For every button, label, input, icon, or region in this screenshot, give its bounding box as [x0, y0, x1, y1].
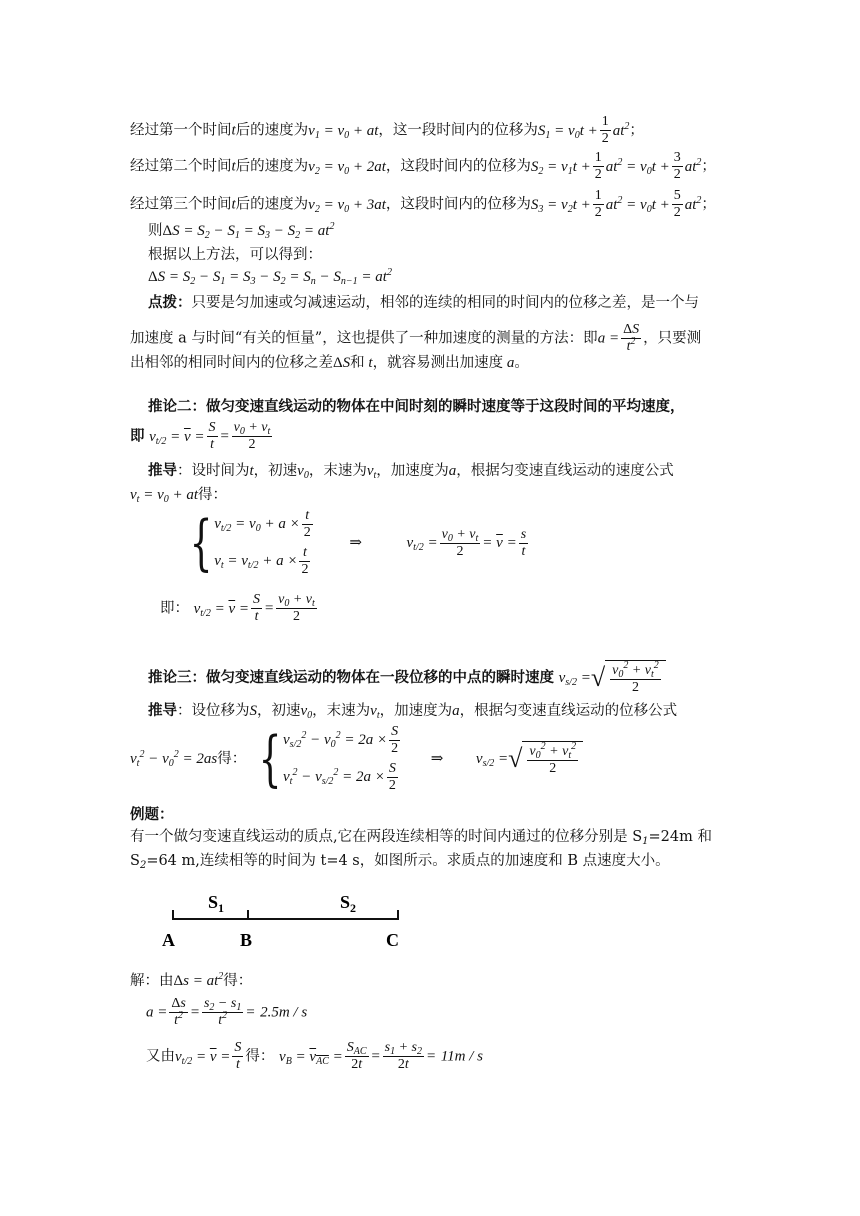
- tip-line-1: [148, 292, 699, 314]
- text: ，末速为: [308, 463, 367, 479]
- text: =64 m,连续相等的时间为 t=4 s，如图所示。求质点的加速度和 B 点速度大小。: [146, 853, 670, 869]
- text: 只要是匀加速或匀减速运动，相邻的连续的相同的时间内的位移之差，是一个与: [191, 295, 699, 311]
- label-b: B: [240, 930, 253, 950]
- solution-line-1: 解：由$\Delta s = at^2$得：: [130, 971, 253, 989]
- tip-line-3: 出相邻的相同时间内的位移之差ΔS和 t，就容易测出加速度 a。: [130, 355, 529, 371]
- fraction-half: $\frac{1}{2}$: [594, 188, 602, 220]
- text: S: [130, 853, 140, 869]
- solution-acceleration: a = $\frac{\Delta s}{t^2}$ = $\frac{s_2 - s_1}{t^2}$ = 2.5m / s: [146, 996, 308, 1028]
- text: 得：: [245, 1048, 275, 1065]
- text: 后的速度为: [235, 122, 309, 139]
- text: ，根据匀变速直线运动的位移公式: [459, 703, 678, 719]
- label-s2: $S_2$: [340, 892, 357, 915]
- corollary3-derive: 推导：设位移为S，初速$v_0$，末速为$v_t$，加速度为a，根据匀变速直线运动的位移公式: [148, 703, 678, 721]
- text: ，初速: [253, 463, 298, 479]
- text: ，末速为: [312, 703, 371, 719]
- text: 经过第一个时间: [130, 122, 232, 139]
- text: 后的速度为: [235, 158, 309, 175]
- text: ，这段时间内的位移为: [385, 196, 531, 213]
- text: 后的速度为: [235, 196, 309, 213]
- label-c: C: [386, 930, 399, 950]
- text: 得：: [223, 973, 253, 989]
- label-s1: $S_1$: [208, 892, 225, 915]
- text: ，这段时间内的位移为: [385, 158, 531, 175]
- line-delta-s: 则$\Delta S = S_2 - S_1 = S_3 - S_2 = at^2$: [148, 221, 335, 241]
- text: 出相邻的相同时间内的位移之差: [130, 355, 333, 371]
- example-line-1: [130, 826, 712, 848]
- corollary2-result: 即： $v_{t/2} = \overline{v}$ = $\frac{S}{t}$ = $\frac{v_0 + v_t}{2}$: [160, 592, 315, 624]
- text: 解：由: [130, 973, 174, 989]
- text: 得：: [217, 751, 247, 767]
- fraction-half: $\frac{1}{2}$: [601, 114, 609, 146]
- text: 和: [350, 355, 365, 371]
- text: ，加速度为: [376, 463, 449, 479]
- tip-label: 点拨：: [148, 295, 192, 311]
- text: 即：: [160, 600, 189, 617]
- text: ，初速: [257, 703, 301, 719]
- text: ，只要测: [643, 330, 702, 347]
- subscript: 1: [642, 836, 649, 847]
- subscript: 2: [139, 860, 147, 871]
- text: 即: [130, 428, 145, 445]
- text: 有一个做匀变速直线运动的质点,它在两段连续相等的时间内通过的位移分别是 S: [130, 829, 643, 845]
- derive-label: 推导: [148, 703, 177, 719]
- result-velocity: 11m / s: [440, 1048, 483, 1065]
- corollary2-system: { $v_{t/2} = v_0 + a$ × $\frac{t}{2}$ $v_t = v_{t/2} + a$ × $\frac{t}{2}$ ⇒ $v_{t/2}$ = $\frac{v_0 + v_t}{2}$ = $\overline{v}$ = $\frac{s}{t}$: [189, 508, 527, 578]
- line-third-interval: 经过第三个时间t后的速度为$v_2 = v_0 + 3at$，这段时间内的位移为$S_3 = v_2t$ + $\frac{1}{2}$ $at^2 = v_0t$ + $\frac{5}{2}$ $at^2$；: [130, 188, 716, 220]
- example-label: 例题：: [130, 807, 174, 823]
- corollary3-title: 推论三：做匀变速直线运动的物体在一段位移的中点的瞬时速度: [148, 670, 554, 686]
- corollary2-velocity-formula: $v_t = v_0$ + at得：: [130, 487, 228, 505]
- fraction-five-halves: $\frac{5}{2}$: [673, 188, 681, 220]
- segment-diagram: [158, 890, 418, 960]
- text: 又由: [146, 1048, 175, 1065]
- derive-label: 推导: [148, 463, 177, 479]
- text: ，就容易测出加速度: [372, 355, 504, 371]
- text: 。: [514, 355, 529, 371]
- result-acceleration: 2.5m / s: [260, 1004, 308, 1021]
- text: ：设时间为: [177, 463, 250, 479]
- text: 经过第三个时间: [130, 196, 232, 213]
- line-first-interval: 经过第一个时间t后的速度为$v_1 = v_0$ + at，这一段时间内的位移为$S_1 = v_0t$ + $\frac{1}{2}$ $at^2$；: [130, 114, 644, 146]
- line-method: 根据以上方法，可以得到：: [148, 247, 322, 263]
- label-a: A: [162, 930, 175, 950]
- corollary3-system: $v_t^2 - v_0^2 = 2as$得： { $v_{s/2}^2 - v_0^2 = 2a$ × $\frac{S}{2}$ $v_t^2 - v_{s/2}^2 = 2a$ × $\frac{S}{2}$ ⇒ $v_{s/2}$ = √ $\frac{v_0^2 + v_t^2}{2}$: [130, 724, 583, 794]
- fraction-delta-s-over-t2: $\frac{\Delta S}{t^2}$: [623, 322, 640, 354]
- text: 得：: [198, 487, 228, 503]
- text: ，这一段时间内的位移为: [378, 122, 538, 139]
- corollary3-title-line: 推论三：做匀变速直线运动的物体在一段位移的中点的瞬时速度 $v_{s/2}$ = √ $\frac{v_0^2 + v_t^2}{2}$: [148, 660, 666, 696]
- corollary2-derive: 推导：设时间为t，初速$v_0$，末速为$v_t$，加速度为a，根据匀变速直线运动的速度公式: [148, 463, 674, 481]
- line-delta-s-general: $\Delta S = S_2 - S_1 = S_3 - S_2 = S_n - S_{n-1} = at^2$: [148, 267, 392, 287]
- fraction-half: $\frac{1}{2}$: [594, 150, 602, 182]
- solution-velocity: 又由$v_{t/2} = \overline{v}$ = $\frac{S}{t}$ 得： $v_B = v_{AC}$ = $\frac{S_{AC}}{2t}$ = $\frac{s_1 + s_2}{2t}$ = 11m / s: [146, 1040, 483, 1072]
- text: =24m 和: [648, 829, 712, 845]
- line-second-interval: 经过第二个时间t后的速度为$v_2 = v_0 + 2at$，这段时间内的位移为$S_2 = v_1t$ + $\frac{1}{2}$ $at^2 = v_0t$ + $\frac{3}{2}$ $at^2$；: [130, 150, 716, 182]
- corollary2-title: 推论二：做匀变速直线运动的物体在中间时刻的瞬时速度等于这段时间的平均速度，: [148, 399, 685, 415]
- text: 则: [148, 223, 163, 239]
- corollary2-formula: 即 $v_{t/2} = \overline{v}$ = $\frac{S}{t}$ = $\frac{v_0 + v_t}{2}$: [130, 420, 271, 452]
- text: ，根据匀变速直线运动的速度公式: [456, 463, 674, 479]
- text: ：设位移为: [177, 703, 250, 719]
- text: 经过第二个时间: [130, 158, 232, 175]
- fraction-three-halves: $\frac{3}{2}$: [673, 150, 681, 182]
- text: 加速度 a 与时间“有关的恒量”，这也提供了一种加速度的测量的方法：即: [130, 330, 598, 347]
- example-line-2: [130, 850, 670, 872]
- tip-line-2: 加速度 a 与时间“有关的恒量”，这也提供了一种加速度的测量的方法：即a = $\frac{\Delta S}{t^2}$ ，只要测: [130, 322, 702, 354]
- text: ，加速度为: [379, 703, 453, 719]
